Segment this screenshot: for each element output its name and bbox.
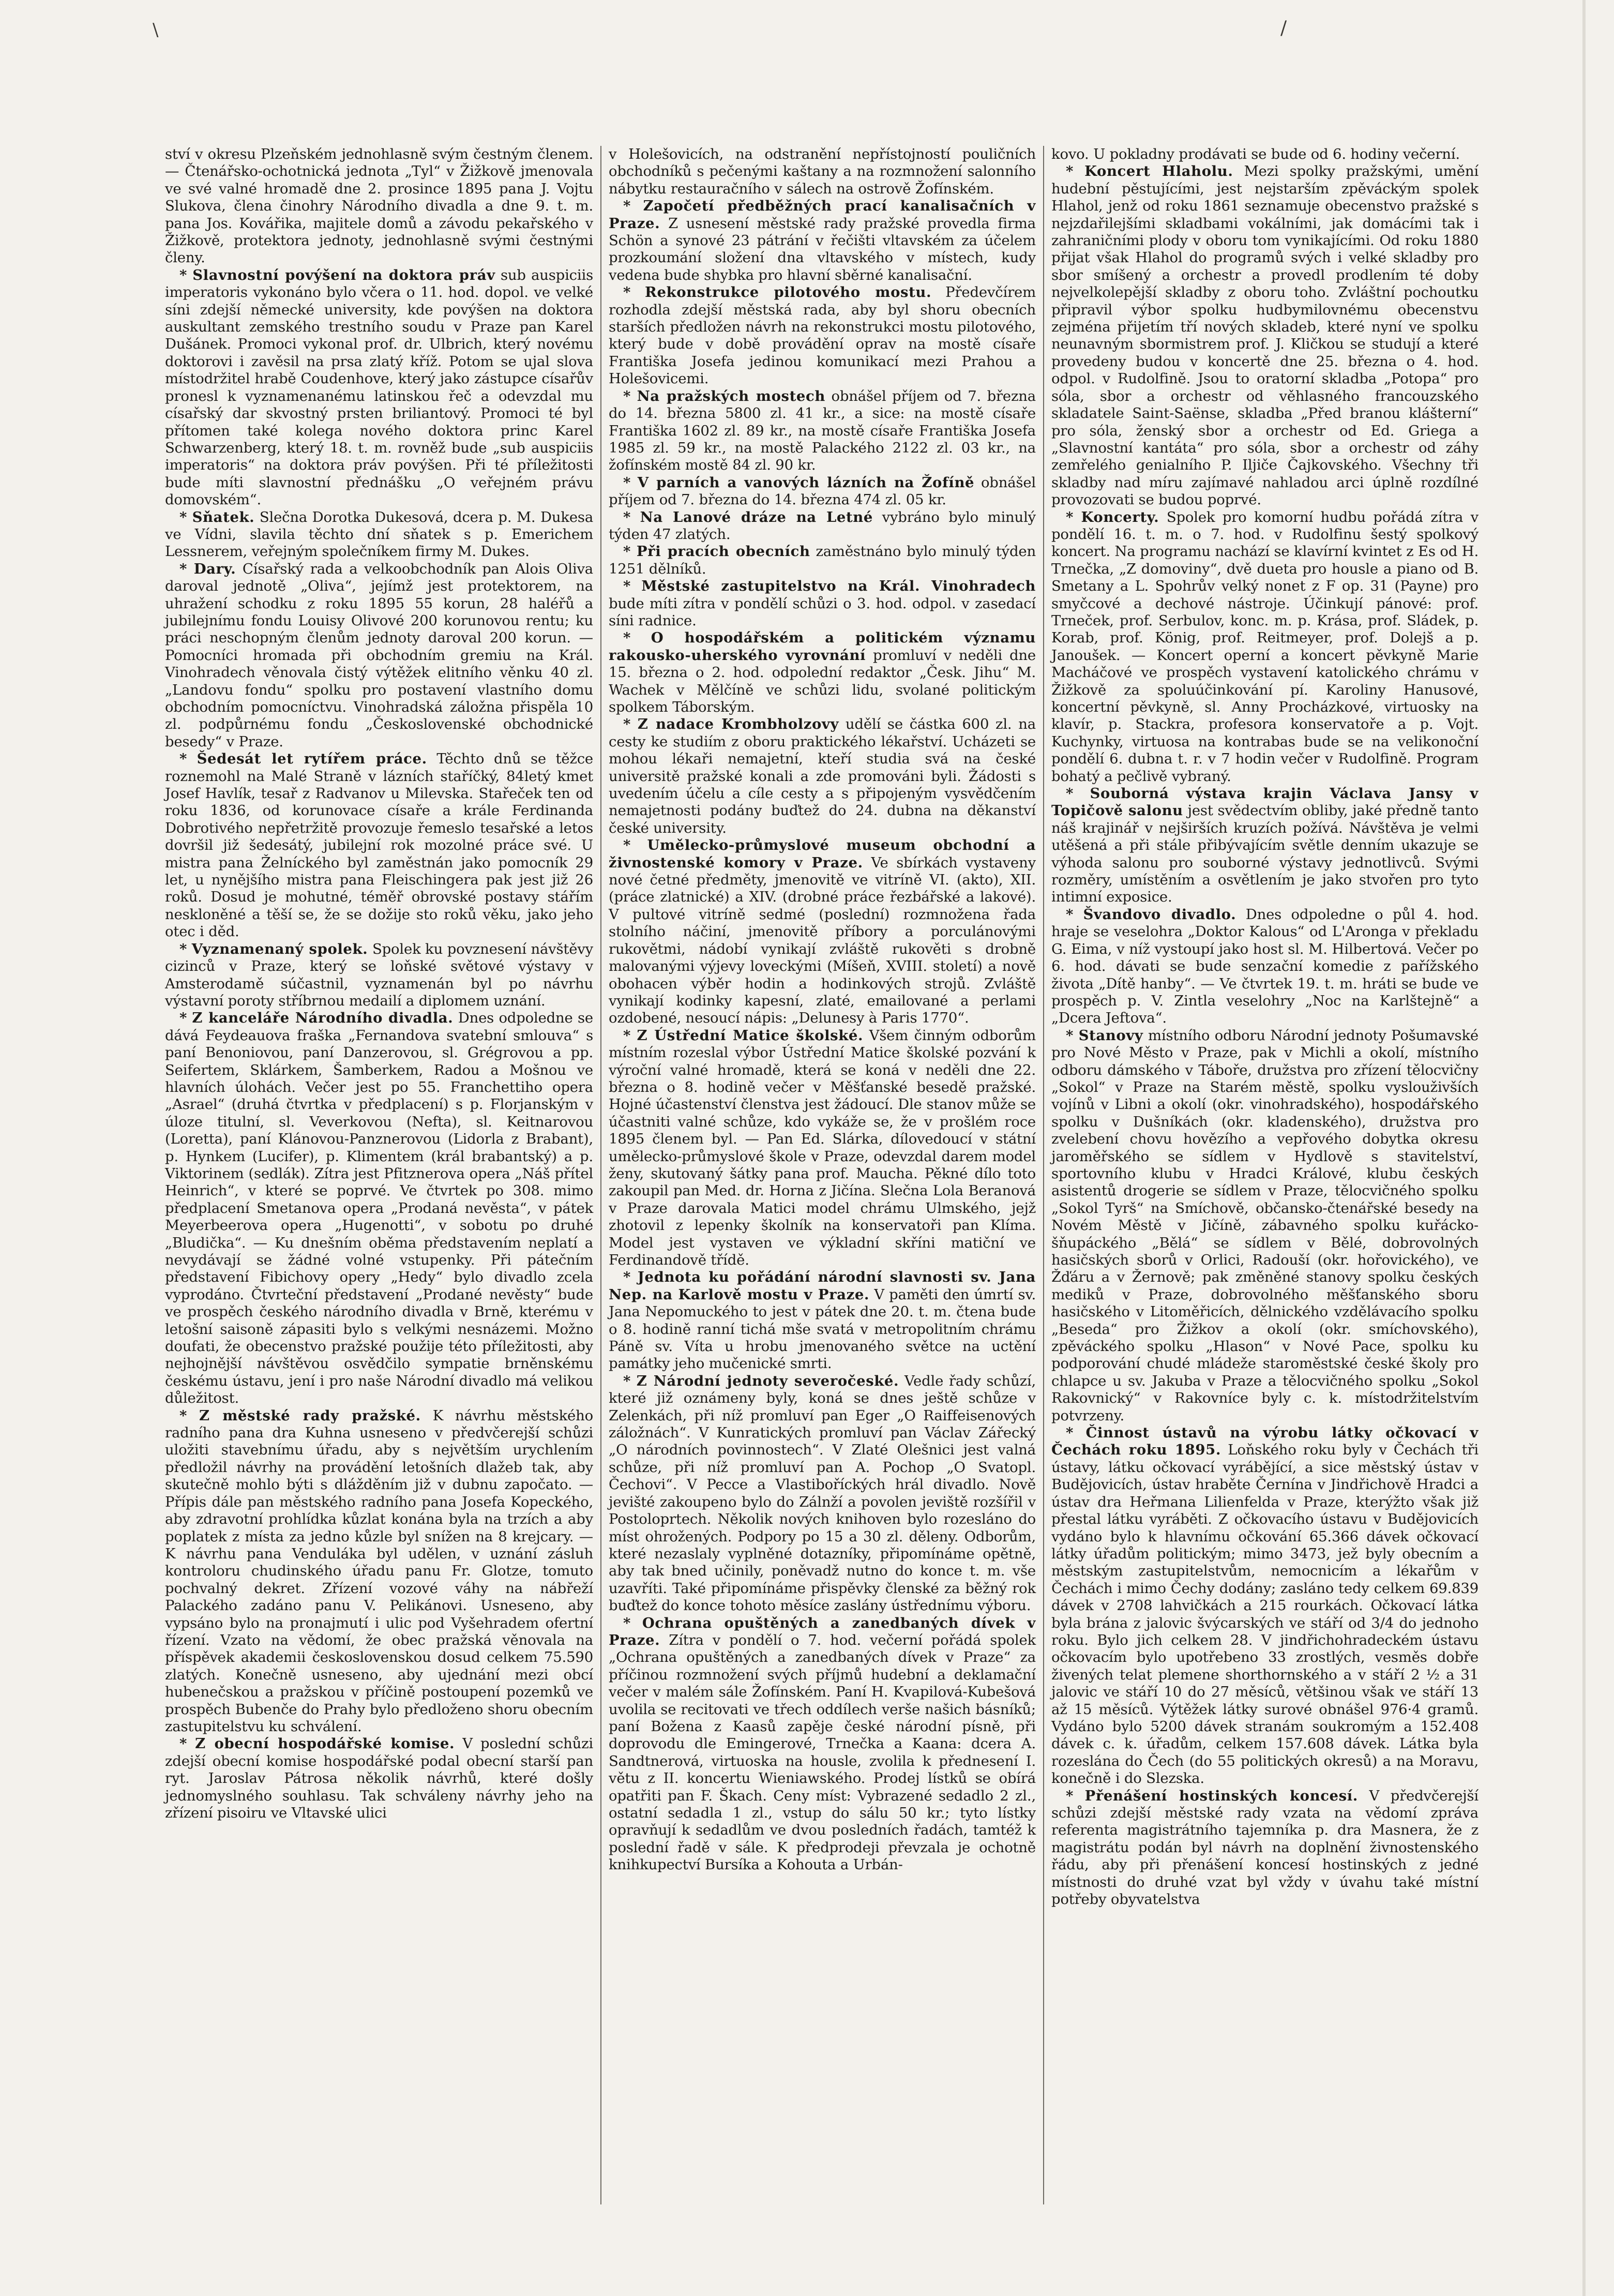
news-item: * Z městské rady pražské. K návrhu městského radního pana dra Kuhna usneseno v předvčerejší schůzi uložiti stavebnímu úřadu, aby s největším urychlením předložil návrhy na provádění letošních dlažeb tak, aby skutečně mohlo býti s dlážděním již v dubnu započato. — Přípis dále pan městského radního pana Josefa Kopeckého, aby zdravotní prohlídka kůzlat konána byla na trzích a aby poplatek z místa za jedno kůzle byl snížen na 8 krejcary. — K návrhu pana Venduláka byl udělen, v uznání zásluh kontroloru chudinského úřadu panu Fr. Glotze, tomuto pochvalný dekret. Zřízení vozové váhy na nábřeží Palackého zadáno panu V. Pelikánovi. Usneseno, aby vypsáno bylo na pronajmutí i ulic pod Vyšehradem ofertní řízení. Vzato na vědomí, že obec pražská věnovala na příspěvek akademii československou dosud celkem 75.590 zlatých. Konečně usneseno, aby ujednání mezi obcí hubenečskou a pražskou v příčině postoupení pozemků ve prospěch Bubenče do Prahy bylo předloženo shoru obecním zastupitelstvu ku schválení. [165,1407,593,1735]
page-corner-mark: / [1280,18,1287,39]
news-text: V paměti den úmrtí sv. Jana Nepomuckého to jest v pátek dne 20. t. m. čtena bude o 8. hodině ranní tichá mše svatá v metropolitním chrámu Páně sv. Víta u hrobu jmenovaného světce na uctění památky jeho mučenické smrti. [609,1286,1036,1372]
news-headline: Šedesát let rytířem práce. [197,751,427,768]
news-item: * Z kanceláře Národního divadla. Dnes odpoledne se dává Feydeauova fraška „Fernandova svatební smlouva“ s paní Benoniovou, paní Danzerovou, sl. Grégrovou a pp. Seifertem, Sklárkem, Šamberkem, Radou a Mošnou ve hlavních úlohách. Večer jest po 55. Franchettiho opera „Asrael“ (druhá čtvrtka v předplacení) s p. Florjanským v úloze titulní, sl. Veverkovou (Nefta), sl. Keitnarovou (Loretta), paní Klánovou-Panznerovou (Lidorla z Brabant), p. Hynkem (Lucifer), p. Klimentem (král brabantský) a p. Viktorinem (sedlák). Zítra jest Pfitznerova opera „Náš přítel Heinrich“, v které se poprvé. Ve čtvrtek po 308. mimo předplacení Smetanova opera „Prodaná nevěsta“, v pátek Meyerbeerova opera „Hugenotti“, v sobotu po druhé „Bludička“. — Ku dnešním oběma představením neplatí a nevydávají se žádné volné vstupenky. Při pátečním představení Fibichovy opery „Hedy“ bylo divadlo zcela vyprodáno. Čtvrteční představení „Prodané nevěsty“ bude ve prospěch českého národního divadla v Brně, kterému v letošní saisoně zápasiti bylo s velkými nesnázemi. Možno doufati, že obecenstvo pražské použije této příležitosti, aby nejhojnější návštěvou osvědčilo sympatie brněnskému českému ústavu, jení i pro naše Národní divadlo má velikou důležitost. [165,1010,593,1407]
news-item: * Švandovo divadlo. Dnes odpoledne o půl 4. hod. hraje se veselohra „Doktor Kalous“ od L'Aronga v překladu G. Eima, v níž vystoupí jako host sl. M. Hilbertová. Večer po 6. hod. dávati se bude senzační komedie z pařížského života „Dítě hanby“. — Ve čtvrtek 19. t. m. hráti se bude ve prospěch p. V. Zintla veselohry „Noc na Karlštejně“ a „Dcera Jeftova“. [1051,906,1479,1027]
news-item: * Koncerty. Spolek pro komorní hudbu pořádá zítra v pondělí 16. t. m. o 7. hod. v Rudolfinu šestý spolkový koncert. Na programu nachází se klavírní kvintet z Es od H. Trnečka, „Z domoviny“, dvě dueta pro housle a piano od B. Smetany a L. Spohrův velký nonet z F op. 31 (Payne) pro smyčcové a dechové nástroje. Účinkují pánové: prof. Trneček, prof. Serbulov, konc. m. p. Krása, prof. Sládek, p. Korab, prof. König, prof. Reitmeyer, prof. Dolejš a p. Janoušek. — Koncert operní a koncert pěvkyně Marie Macháčové ve prospěch vystavení katolického chrámu v Žižkově za spoluúčinkování pí. Karoliny Hanusové, koncertní pěvkyně, sl. Anny Procházkové, virtuosky na klavír, p. Stackra, profesora konservatoře a p. Vojt. Kuchynky, virtuosa na kontrabas bude se na velikonoční pondělí 6. dubna t. r. v 7 hodin večer v Rudolfině. Program bohatý a pečlivě vybraný. [1051,508,1479,785]
news-headline: Umělecko-průmyslové museum obchodní a živnostenské komory v Praze. [609,837,1036,871]
news-headline: Koncert Hlaholu. [1084,163,1233,180]
news-headline: Započetí předběžných prací kanalisačních v Praze. [609,198,1036,232]
column-1 [158,146,600,2204]
page-binding-edge [1582,0,1586,2296]
news-text: ství v okresu Plzeňském jednohlasně svým čestným členem. — Čtenářsko-ochotnická jednota „Tyl“ v Žižkově jmenovala ve své valné hromadě dne 2. prosince 1895 pana J. Vojtu Slukova, člena činohry Národního divadla a dne 9. t. m. pana Jos. Kovářika, majitele domů a závodu pekařského v Žižkově, protektora jednoty, jednohlasně svými čestnými členy. [165,146,593,266]
news-headline: Činnost ústavů na výrobu látky očkovací v Čechách roku 1895. [1051,1424,1479,1459]
news-headline: Z městské rady pražské. [199,1407,421,1424]
news-text: Vedle řady schůzí, které již oznámeny byly, koná se dnes ještě schůze v Zelenkách, při níž promluví pan Eger „O Raiffeisenových záložnách“. V Kunratických promluví pan Václav Zářecký „O národních povinnostech“. V Zlaté Olešnici jest valná schůze, při níž promluví pan A. Pochop „O Svatopl. Čechovi“. V Pecce a Vlastiboříckých hrál divadlo. Nově jevišté zakoupeno bylo do Zálnží a povolen jeviště rozšířil v Postoloprtech. Několik nových knihoven bylo rozesláno do míst ohrožených. Podpory po 15 a 30 zl. děleny. Odborům, které nezaslaly vyplněné dotazníky, připomínáme opětně, aby tak bned učinily, poněvadž nutno do konce t. m. vše uzavříti. Také připomínáme přispěvky členské za běžný rok buďtež do konce tohoto měsíce zaslány ústřednímu výboru. [609,1372,1036,1614]
news-headline: Vyznamenaný spolek. [191,940,368,957]
news-item: * Slavnostní povýšení na doktora práv sub auspiciis imperatoris vykonáno bylo včera o 11. hod. dopol. ve velké síni zdejší německé university, kde povýšen na doktora auskultant zemského trestního soudu v Praze pan Karel Dušánek. Promoci vykonal prof. dr. Ulbrich, který novému doktorovi i zavěsil na prsa zlatý kříž. Potom se ujal slova místodržitel hrabě Coudenhove, který jako zástupce císařův pronesl k vyznamenanému latinskou řeč a odevzdal mu císařský dar skvostný prsten briliantový. Promoci té byl přítomen také kolega nového doktora princ Karel Schwarzenberg, který 18. t. m. rovněž bude „sub auspiciis imperatoris“ na doktora práv povýšen. Při té příležitosti bude míti slavnostní přednášku „O veřejném právu domovském“. [165,266,593,508]
news-headline: Z nadace Krombholzovy [637,716,839,733]
news-text: Dnes odpoledne o půl 4. hod. hraje se veselohra „Doktor Kalous“ od L'Aronga v překladu G. Eima, v níž vystoupí jako host sl. M. Hilbertová. Večer po 6. hod. dávati se bude senzační komedie z pařížského života „Dítě hanby“. — Ve čtvrtek 19. t. m. hráti se bude ve prospěch p. V. Zintla veselohry „Noc na Karlštejně“ a „Dcera Jeftova“. [1051,906,1479,1027]
news-text: Z usnesení městské rady pražské provedla firma Schön a synové 23 pátrání v řečišti vltavském za účelem prozkoumání složení dna vltavského v místech, kudy vedena bude shybka pro hlavní sběrné kanalisační. [609,215,1036,283]
news-text: kovo. U pokladny prodávati se bude od 6. hodiny večerní. [1051,146,1460,162]
news-headline: Švandovo divadlo. [1083,906,1236,923]
news-item: * Sňatek. Slečna Dorotka Dukesová, dcera p. M. Dukesa ve Vídni, slavila těchto dní sňatek s p. Emerichem Lessnerem, veřejným společníkem firmy M. Dukes. [165,508,594,560]
news-text: Mezi spolky pražskými, umění hudební pěstujícími, jest nejstarším zpěváckým spolek Hlahol, jenž od roku 1861 seznamuje obecenstvo pražské s nejzdařilejšími skladbami vokálními, jak domácími tak i zahraničními plody v oboru tom vynikajícími. Od roku 1880 přijat však Hlahol do programů svých i velké skladby pro sbor smíšený a orchestr a provedl prodlením té doby nejvelkolepější skladby z oboru toho. Zvláštní pochoutku připravil výbor spolku hudbymilovnému obecenstvu zejména přijetím tří nových skladeb, které nyní ve spolku neunavným sbormistrem prof. J. Kličkou se studují a které provedeny budou v koncertě dne 25. března o 4. hod. odpol. v Rudolfině. Jsou to oratorní skladba „Potopa“ pro sóla, sbor a orchestr od věhlasného francouzského skladatele Saint-Saënse, skladba „Před branou klášterní“ pro sóla, ženský sbor a orchestr od Ed. Griega a „Slavnostní kantáta“ pro sóla, sbor a orchestr od záhy zemřelého genialního P. Iljiče Čajkovského. Všechny tři skladby nad míru zajímavé nahladou arci úplně rozdílné provozovati se budou poprvé. [1051,163,1479,508]
news-text: obnášel příjem od 7. března do 14. března 5800 zl. 41 kr., a sice: na mostě císaře Františka 1602 zl. 89 kr., na mostě císaře Františka Josefa 1985 zl. 59 kr., na mostě Palackého 2122 zl. 03 kr., na žofínském mostě 84 zl. 90 kr. [609,387,1036,474]
news-text: vybráno bylo minulý týden 47 zlatých. [609,508,1036,543]
news-item: * Započetí předběžných prací kanalisačních v Praze. Z usnesení městské rady pražské provedla firma Schön a synové 23 pátrání v řečišti vltavském za účelem prozkoumání složení dna vltavského v místech, kudy vedena bude shybka pro hlavní sběrné kanalisační. [609,198,1036,283]
news-item: * Přenášení hostinských koncesí. V předvčerejší schůzi zdejší městské rady vzata na vědomí zpráva referenta magistrátního tajemníka p. dra Masnera, že z magistrátu podán byl návrh na doplnění živnostenského řádu, aby při přenášení koncesí hostinských z jedné místnosti do druhé vzat byl vždy v úvahu také místní potřeby obyvatelstva [1051,1787,1479,1908]
news-item [1051,146,1479,163]
news-text: K návrhu městského radního pana dra Kuhna usneseno v předvčerejší schůzi uložiti stavebnímu úřadu, aby s největším urychlením předložil návrhy na provádění letošních dlažeb tak, aby skutečně mohlo býti s dlážděním již v dubnu započato. — Přípis dále pan městského radního pana Josefa Kopeckého, aby zdravotní prohlídka kůzlat konána byla na trzích a aby poplatek z místa za jedno kůzle byl snížen na 8 krejcary. — K návrhu pana Venduláka byl udělen, v uznání zásluh kontroloru chudinského úřadu panu Fr. Glotze, tomuto pochvalný dekret. Zřízení vozové váhy na nábřeží Palackého zadáno panu V. Pelikánovi. Usneseno, aby vypsáno bylo na pronajmutí i ulic pod Vyšehradem ofertní řízení. Vzato na vědomí, že obec pražská věnovala na příspěvek akademii československou dosud celkem 75.590 zlatých. Konečně usneseno, aby ujednání mezi obcí hubenečskou a pražskou v příčině postoupení pozemků ve prospěch Bubenče do Prahy bylo předloženo shoru obecním zastupitelstvu ku schválení. [165,1407,593,1735]
news-headline: Dary. [193,560,236,577]
news-item: * Vyznamenaný spolek. Spolek ku povznesení návštěvy cizinců v Praze, který se loňské světové výstavy v Amsterodamě súčastnil, vyznamenán byl po návrhu výstavní poroty stříbrnou medailí a diplomem uznání. [165,940,594,1009]
news-text: V předvčerejší schůzi zdejší městské rady vzata na vědomí zpráva referenta magistrátního tajemníka p. dra Masnera, že z magistrátu podán byl návrh na doplnění živnostenského řádu, aby při přenášení koncesí hostinských z jedné místnosti do druhé vzat byl vždy v úvahu také místní potřeby obyvatelstva [1051,1787,1479,1908]
news-item: * Ochrana opuštěných a zanedbaných dívek v Praze. Zítra v pondělí o 7. hod. večerní pořádá spolek „Ochrana opuštěných a zanedbaných dívek v Praze“ za příčinou rozmnožení svých příjmů hudební a deklamační večer v malém sále Žofínském. Paní H. Kvapilová-Kubešová uvolila se recitovati ve třech oddílech verše našich básníků; paní Božena z Kaasů zapěje české národní písně, při doprovodu dle Emingerové, Trnečka a Kaana: dcera A. Sandtnerová, virtuoska na housle, zvolila k přednesení I. větu z II. koncertu Wieniawského. Prodej lístků se obírá opatřiti pan F. Škach. Ceny míst: Vybrazené sedadlo 2 zl., ostatní sedadla 1 zl., vstup do sálu 50 kr.; tyto lístky opravňují k sedadlům ve dvou posledních řadách, tamtéž k poslední řadě v sále. K předprodeji převzala je ochotně knihkupectví Bursíka a Kohouta a Urbán- [609,1614,1036,1873]
news-headline: Rekonstrukce pilotového mostu. [644,284,932,301]
news-text: bude míti zítra v pondělí schůzi o 3. hod. odpol. v zasedací síni radnice. [609,595,1036,629]
news-text: Zítra v pondělí o 7. hod. večerní pořádá spolek „Ochrana opuštěných a zanedbaných dívek v Praze“ za příčinou rozmnožení svých příjmů hudební a deklamační večer v malém sále Žofínském. Paní H. Kvapilová-Kubešová uvolila se recitovati ve třech oddílech verše našich básníků; paní Božena z Kaasů zapěje české národní písně, při doprovodu dle Emingerové, Trnečka a Kaana: dcera A. Sandtnerová, virtuoska na housle, zvolila k přednesení I. větu z II. koncertu Wieniawského. Prodej lístků se obírá opatřiti pan F. Škach. Ceny míst: Vybrazené sedadlo 2 zl., ostatní sedadla 1 zl., vstup do sálu 50 kr.; tyto lístky opravňují k sedadlům ve dvou posledních řadách, tamtéž k poslední řadě v sále. K předprodeji převzala je ochotně knihkupectví Bursíka a Kohouta a Urbán- [609,1631,1036,1873]
news-item: * Činnost ústavů na výrobu látky očkovací v Čechách roku 1895. Loňského roku byly v Čechách tři ústavy, látku očkovací vyrábějící, a sice městský ústav v Budějovicích, ústav hraběte Černína v Jindřichově Hradci a ústav dra Heřmana Lilienfelda v Praze, kterýžto však již přestal látku vyráběti. Z očkovacího ústavu v Budějovicích vydáno bylo k hlavnímu očkování 65.366 dávek očkovací látky úřadům politickým; mimo 3473, jež byly obecním a městským zastupitelstvům, nemocnicím a lékařům v Čechách i mimo Čechy dodány; zasláno tedy celkem 69.839 dávek v 2708 lahvičkách a 215 rourkách. Očkovací látka byla brána z jalovic švýcarských ve stáří od 3/4 do jednoho roku. Bylo jich celkem 28. V jindřichohradeckém ústavu očkovacím bylo upotřebeno 33 zrostlých, vesměs dobře živených telat plemene shorthornského a v stáří 2 ½ a 31 jalovic ve stáří 10 do 27 měsíců, většinou však ve stáří 13 až 15 měsíců. Výtěžek látky surové obnášel 976·4 gramů. Vydáno bylo 5200 dávek stranám soukromým a 152.408 dávek c. k. úřadům, celkem 157.608 dávek. Látka byla rozeslána do Čech (do 55 politických okresů) a na Moravu, konečně i do Slezska. [1051,1424,1479,1787]
news-text: Předevčírem rozhodla zdejší městská rada, aby byl shoru obecních starších předložen návrh na rekonstrukci mostu pilotového, který bude v době provádění oprav na mostě císaře Františka Josefa jedinou komunikací mezi Prahou a Holešovicemi. [609,284,1036,387]
news-headline: O hospodářském a politickém významu rakousko-uherského vyrovnání [609,629,1036,664]
news-item: * Z nadace Krombholzovy udělí se částka 600 zl. na cesty ke studiím z oboru praktického lékařství. Ucházeti se mohou lékaři nemajetní, kteří studia svá na české universitě pražské konali a zde promováni byli. Žádosti s uvedením účelu a cíle cesty a s připojeným vysvědčením nemajetnosti podány buďtež do 24. dubna na děkanství české university. [609,716,1036,836]
news-text: V poslední schůzi zdejší obecní komise hospodářské podal obecní starší pan ryt. Jaroslav Pátrosa několik návrhů, které došly jednomyslného souhlasu. Tak schváleny návrhy jeho na zřízení pisoiru ve Vltavské ulici [165,1735,593,1821]
news-text: jest svědectvím obliby, jaké předně tanto náš krajinář v nejširších kruzích požívá. Návštěva je velmi utěšená a při stále přibývajícím světle denním ukazuje se výhoda salonu pro souborné výstavy jednotlivců. Svými rozměry, umístěním a osvětlením je jako stvořen pro tyto intimní exposice. [1051,802,1479,906]
news-headline: Z kanceláře Národního divadla. [192,1010,454,1027]
news-text: v Holešovicích, na odstranění nepřístojností pouličních obchodníků s pečenými kaštany a na rozmnožení salonního nábytku restauračního v sálech na ostrově Žofínském. [609,146,1036,197]
news-text: Ve sbírkách vystaveny nové četné předměty, jmenovitě ve vitríně VI. (akto), XII. (práce zlatnické) a XIV. (drobné práce řezbářské a lakové). V pultové vitríně sedmé (poslední) rozmnožena řada stolního náčiní, jmenovitě příbory a porculánovými rukovětmi, nádobí vynikají zvláště rukověti s drobně malovanými výjevy loveckými (Míšeň, XVIII. století) a nově obohacen výběr hodin a hodinkových strojů. Zvláště vynikají kodinky kapesní, zlaté, emailované a perlami ozdobené, nesoucí nápis: „Delunesy à Paris 1770“. [609,854,1036,1027]
news-text: Spolek ku povznesení návštěvy cizinců v Praze, který se loňské světové výstavy v Amsterodamě súčastnil, vyznamenán byl po návrhu výstavní poroty stříbrnou medailí a diplomem uznání. [165,940,594,1009]
news-text: Všem činným odborům místním rozeslal výbor Ústřední Matice školské pozvání k výroční valné hromadě, která se koná v neděli dne 22. března o 8. hodině večer v Měšťanské besedě pražské. Hojné účastenství členstva jest žádoucí. Dle stanov může se účastniti valné schůze, kdo vykáže se, že v prošlém roce 1895 členem byl. — Pan Ed. Slárka, dílovedoucí v státní umělecko-průmyslové škole v Praze, odevzdal darem model ženy, skutovaný šátky pana prof. Maucha. Pěkné dílo toto zakoupil pan Med. dr. Horna z Jičína. Slečna Lola Beranová v Praze darovala Matici model chrámu Ulmského, jejž zhotovil z lepenky školník na konservatoři pan Klíma. Model jest vystaven ve výkladní skříni matiční ve Ferdinandově třídě. [609,1027,1036,1268]
news-text: zaměstnáno bylo minulý týden 1251 dělníků. [609,543,1036,577]
news-item [609,146,1036,198]
news-headline: V parních a vanových lázních na Žofíně [637,474,975,491]
news-headline: Na Lanové dráze na Letné [640,508,873,526]
news-text: Císařský rada a velkoobchodník pan Alois Oliva daroval jednotě „Oliva“, jejímž jest protektorem, na uhražení schodku z roku 1895 55 korun, 28 haléřů a jubilejnímu fondu Louisy Olivové 200 korunovou rentu; ku práci neschopným členům jednoty daroval 200 korun. — Pomocníci hromada při obchodním gremiu na Král. Vinohradech věnovala čistý výtěžek elitního věnku 40 zl. „Landovu fondu“ spolku pro postavení vlastního domu obchodním pomocníctvu. Vinohradská záložna přispěla 10 zl. podpůrnému fondu „Československé obchodnické besedy“ v Praze. [165,560,593,750]
news-headline: Ochrana opuštěných a zanedbaných dívek v Praze. [609,1614,1036,1648]
news-text: Dnes odpoledne se dává Feydeauova fraška „Fernandova svatební smlouva“ s paní Benoniovou, paní Danzerovou, sl. Grégrovou a pp. Seifertem, Sklárkem, Šamberkem, Radou a Mošnou ve hlavních úlohách. Večer jest po 55. Franchettiho opera „Asrael“ (druhá čtvrtka v předplacení) s p. Florjanským v úloze titulní, sl. Veverkovou (Nefta), sl. Keitnarovou (Loretta), paní Klánovou-Panznerovou (Lidorla z Brabant), p. Hynkem (Lucifer), p. Klimentem (král brabantský) a p. Viktorinem (sedlák). Zítra jest Pfitznerova opera „Náš přítel Heinrich“, v které se poprvé. Ve čtvrtek po 308. mimo předplacení Smetanova opera „Prodaná nevěsta“, v pátek Meyerbeerova opera „Hugenotti“, v sobotu po druhé „Bludička“. — Ku dnešním oběma představením neplatí a nevydávají se žádné volné vstupenky. Při pátečním představení Fibichovy opery „Hedy“ bylo divadlo zcela vyprodáno. Čtvrteční představení „Prodané nevěsty“ bude ve prospěch českého národního divadla v Brně, kterému v letošní saisoně zápasiti bylo s velkými nesnázemi. Možno doufati, že obecenstvo pražské použije této příležitosti, aby nejhojnější návštěvou osvědčilo sympatie brněnskému českému ústavu, jení i pro naše Národní divadlo má velikou důležitost. [165,1010,593,1407]
news-headline: Koncerty. [1081,508,1159,526]
news-text: Slečna Dorotka Dukesová, dcera p. M. Dukesa ve Vídni, slavila těchto dní sňatek s p. Emerichem Lessnerem, veřejným společníkem firmy M. Dukes. [165,508,594,560]
news-headline: Z Ústřední Matice školské. [637,1027,864,1044]
column-3 [1043,146,1486,2204]
news-item: * Dary. Císařský rada a velkoobchodník pan Alois Oliva daroval jednotě „Oliva“, jejímž jest protektorem, na uhražení schodku z roku 1895 55 korun, 28 haléřů a jubilejnímu fondu Louisy Olivové 200 korunovou rentu; ku práci neschopným členům jednoty daroval 200 korun. — Pomocníci hromada při obchodním gremiu na Král. Vinohradech věnovala čistý výtěžek elitního věnku 40 zl. „Landovu fondu“ spolku pro postavení vlastního domu obchodním pomocníctvu. Vinohradská záložna přispěla 10 zl. podpůrnému fondu „Československé obchodnické besedy“ v Praze. [165,560,593,750]
news-headline: Městské zastupitelstvo na Král. Vinohradech [641,578,1036,595]
news-item: * Umělecko-průmyslové museum obchodní a živnostenské komory v Praze. Ve sbírkách vystaveny nové četné předměty, jmenovitě ve vitríně VI. (akto), XII. (práce zlatnické) a XIV. (drobné práce řezbářské a lakové). V pultové vitríně sedmé (poslední) rozmnožena řada stolního náčiní, jmenovitě příbory a porculánovými rukovětmi, nádobí vynikají zvláště rukověti s drobně malovanými výjevy loveckými (Míšeň, XVIII. století) a nově obohacen výběr hodin a hodinkových strojů. Zvláště vynikají kodinky kapesní, zlaté, emailované a perlami ozdobené, nesoucí nápis: „Delunesy à Paris 1770“. [609,837,1036,1027]
news-item: * O hospodářském a politickém významu rakousko-uherského vyrovnání promluví v neděli dne 15. března o 2. hod. odpolední redaktor „Česk. Jihu“ M. Wachek v Mělčíně ve schůzi lidu, svolané politickým spolkem Táborským. [609,629,1036,715]
news-text: Spolek pro komorní hudbu pořádá zítra v pondělí 16. t. m. o 7. hod. v Rudolfinu šestý spolkový koncert. Na programu nachází se klavírní kvintet z Es od H. Trnečka, „Z domoviny“, dvě dueta pro housle a piano od B. Smetany a L. Spohrův velký nonet z F op. 31 (Payne) pro smyčcové a dechové nástroje. Účinkují pánové: prof. Trneček, prof. Serbulov, konc. m. p. Krása, prof. Sládek, p. Korab, prof. König, prof. Reitmeyer, prof. Dolejš a p. Janoušek. — Koncert operní a koncert pěvkyně Marie Macháčové ve prospěch vystavení katolického chrámu v Žižkově za spoluúčinkování pí. Karoliny Hanusové, koncertní pěvkyně, sl. Anny Procházkové, virtuosky na klavír, p. Stackra, profesora konservatoře a p. Vojt. Kuchynky, virtuosa na kontrabas bude se na velikonoční pondělí 6. dubna t. r. v 7 hodin večer v Rudolfině. Program bohatý a pečlivě vybraný. [1051,508,1479,785]
news-text: promluví v neděli dne 15. března o 2. hod. odpolední redaktor „Česk. Jihu“ M. Wachek v Mělčíně ve schůzi lidu, svolané politickým spolkem Táborským. [609,647,1036,715]
news-headline: Stanovy [1078,1027,1143,1044]
news-text: obnášel příjem od 7. března do 14. března 474 zl. 05 kr. [609,474,1036,508]
news-headline: Sňatek. [192,508,255,526]
news-headline: Souborná výstava krajin Václava Jansy v Topičově salonu [1051,785,1479,819]
news-item: * Při pracích obecních zaměstnáno bylo minulý týden 1251 dělníků. [609,543,1036,577]
news-item: * Šedesát let rytířem práce. Těchto dnů se těžce roznemohl na Malé Straně v lázních staříčký, 84letý kmet Josef Havlík, tesař z Radvanov u Milevska. Stařeček ten od roku 1836, od korunovace císaře a krále Ferdinanda Dobrotivého nepřetržitě provozuje řemeslo tesařské a letos dovršil již šedesátý, jubilejní rok mozolné práce své. U mistra pana Želníckého byl zaměstnán jako pomocník 29 let, u nynějšího mistra pana Fleischingera pak jest již 26 roků. Dosud je mohutné, téměř obrovské postavy stářím neskloněné a těší se, že se dožije sto roků věku, jako jeho otec i děd. [165,751,593,940]
news-headline: Slavnostní povýšení na doktora práv [192,266,495,283]
news-headline: Přenášení hostinských koncesí. [1084,1787,1358,1804]
news-text: místního odboru Národní jednoty Pošumavské pro Nové Město v Praze, pak v Michli a okolí, místního odboru dámského v Táboře, družstva pro zřízení tělocvičny „Sokol“ v Praze na Starém městě, spolku vyslouživších vojínů v Libni a okolí (okr. vinohradského), hospodářského spolku v Dušníkách (okr. kladenského), družstva pro zvelebení chovu hovězího a vepřového dobytka okresu jaroměřského se sídlem v Hydlově s stavitelství, sportovního klubu v Hradci Králové, klubu českých asistentů drogerie se sídlem v Praze, tělocvičného spolku „Sokol Tyrš“ na Smíchově, občansko-čtenářské besedy na Novém Městě v Jičíně, zábavného spolku kuřácko-šňupáckého „Bělá“ se sídlem v Bělé, dobrovolných hasičských sborů v Orlici, Radouší (okr. hořovického), ve Žďáru a v Žernově; pak změněné stanovy spolku českých mediků v Praze, dobrovolného měšťanského sboru hasičského v Litoměřicích, dělnického vzdělávacího spolku „Beseda“ pro Žižkov a okolí (okr. smíchovského), zpěváckého spolku „Hlason“ v Nové Pace, spolku ku podporování chudé mládeže staroměstské české školy pro chlapce u sv. Jakuba v Praze a tělocvičného spolku „Sokol Rakovnický“ v Rakovníce byly c. k. místodržitelstvím potvrzeny. [1051,1027,1479,1424]
news-item: * Souborná výstava krajin Václava Jansy v Topičově salonu jest svědectvím obliby, jaké předně tanto náš krajinář v nejširších kruzích požívá. Návštěva je velmi utěšená a při stále přibývajícím světle denním ukazuje se výhoda salonu pro souborné výstavy jednotlivců. Svými rozměry, umístěním a osvětlením je jako stvořen pro tyto intimní exposice. [1051,785,1479,906]
news-item: * Rekonstrukce pilotového mostu. Předevčírem rozhodla zdejší městská rada, aby byl shoru obecních starších předložen návrh na rekonstrukci mostu pilotového, který bude v době provádění oprav na mostě císaře Františka Josefa jedinou komunikací mezi Prahou a Holešovicemi. [609,284,1036,387]
news-item: * Koncert Hlaholu. Mezi spolky pražskými, umění hudební pěstujícími, jest nejstarším zpěváckým spolek Hlahol, jenž od roku 1861 seznamuje obecenstvo pražské s nejzdařilejšími skladbami vokálními, jak domácími tak i zahraničními plody v oboru tom vynikajícími. Od roku 1880 přijat však Hlahol do programů svých i velké skladby pro sbor smíšený a orchestr a provedl prodlením té doby nejvelkolepější skladby z oboru toho. Zvláštní pochoutku připravil výbor spolku hudbymilovnému obecenstvu zejména přijetím tří nových skladeb, které nyní ve spolku neunavným sbormistrem prof. J. Kličkou se studují a které provedeny budou v koncertě dne 25. března o 4. hod. odpol. v Rudolfině. Jsou to oratorní skladba „Potopa“ pro sóla, sbor a orchestr od věhlasného francouzského skladatele Saint-Saënse, skladba „Před branou klášterní“ pro sóla, ženský sbor a orchestr od Ed. Griega a „Slavnostní kantáta“ pro sóla, sbor a orchestr od záhy zemřelého genialního P. Iljiče Čajkovského. Všechny tři skladby nad míru zajímavé nahladou arci úplně rozdílné provozovati se budou poprvé. [1051,163,1479,508]
news-item: * Na Lanové dráze na Letné vybráno bylo minulý týden 47 zlatých. [609,508,1036,543]
news-headline: Při pracích obecních [636,543,810,560]
news-headline: Na pražských mostech [637,387,825,404]
news-headline: Jednota ku pořádání národní slavnosti sv. Jana Nep. na Karlově mostu v Praze. [609,1269,1036,1303]
column-2 [600,146,1043,2204]
page-corner-mark: \ [153,20,159,40]
news-headline: Z Národní jednoty severočeské. [636,1372,899,1389]
news-headline: Z obecní hospodářské komise. [195,1735,455,1752]
article-columns [158,146,1487,2204]
news-text: Těchto dnů se těžce roznemohl na Malé Straně v lázních staříčký, 84letý kmet Josef Havlík, tesař z Radvanov u Milevska. Stařeček ten od roku 1836, od korunovace císaře a krále Ferdinanda Dobrotivého nepřetržitě provozuje řemeslo tesařské a letos dovršil již šedesátý, jubilejní rok mozolné práce své. U mistra pana Želníckého byl zaměstnán jako pomocník 29 let, u nynějšího mistra pana Fleischingera pak jest již 26 roků. Dosud je mohutné, téměř obrovské postavy stářím neskloněné a těší se, že se dožije sto roků věku, jako jeho otec i děd. [165,751,593,940]
news-item: * Z obecní hospodářské komise. V poslední schůzi zdejší obecní komise hospodářské podal obecní starší pan ryt. Jaroslav Pátrosa několik návrhů, které došly jednomyslného souhlasu. Tak schváleny návrhy jeho na zřízení pisoiru ve Vltavské ulici [165,1735,593,1821]
news-text: sub auspiciis imperatoris vykonáno bylo včera o 11. hod. dopol. ve velké síni zdejší německé university, kde povýšen na doktora auskultant zemského trestního soudu v Praze pan Karel Dušánek. Promoci vykonal prof. dr. Ulbrich, který novému doktorovi i zavěsil na prsa zlatý kříž. Potom se ujal slova místodržitel hrabě Coudenhove, který jako zástupce císařův pronesl k vyznamenanému latinskou řeč a odevzdal mu císařský dar skvostný prsten briliantový. Promoci té byl přítomen také kolega nového doktora princ Karel Schwarzenberg, který 18. t. m. rovněž bude „sub auspiciis imperatoris“ na doktora práv povýšen. Při té příležitosti bude míti slavnostní přednášku „O veřejném právu domovském“. [165,266,593,508]
news-text: Loňského roku byly v Čechách tři ústavy, látku očkovací vyrábějící, a sice městský ústav v Budějovicích, ústav hraběte Černína v Jindřichově Hradci a ústav dra Heřmana Lilienfelda v Praze, kterýžto však již přestal látku vyráběti. Z očkovacího ústavu v Budějovicích vydáno bylo k hlavnímu očkování 65.366 dávek očkovací látky úřadům politickým; mimo 3473, jež byly obecním a městským zastupitelstvům, nemocnicím a lékařům v Čechách i mimo Čechy dodány; zasláno tedy celkem 69.839 dávek v 2708 lahvičkách a 215 rourkách. Očkovací látka byla brána z jalovic švýcarských ve stáří od 3/4 do jednoho roku. Bylo jich celkem 28. V jindřichohradeckém ústavu očkovacím bylo upotřebeno 33 zrostlých, vesměs dobře živených telat plemene shorthornského a v stáří 2 ½ a 31 jalovic ve stáří 10 do 27 měsíců, většinou však ve stáří 13 až 15 měsíců. Výtěžek látky surové obnášel 976·4 gramů. Vydáno bylo 5200 dávek stranám soukromým a 152.408 dávek c. k. úřadům, celkem 157.608 dávek. Látka byla rozeslána do Čech (do 55 politických okresů) a na Moravu, konečně i do Slezska. [1051,1442,1479,1787]
news-item: * Jednota ku pořádání národní slavnosti sv. Jana Nep. na Karlově mostu v Praze. V paměti den úmrtí sv. Jana Nepomuckého to jest v pátek dne 20. t. m. čtena bude o 8. hodině ranní tichá mše svatá v metropolitním chrámu Páně sv. Víta u hrobu jmenovaného světce na uctění památky jeho mučenické smrti. [609,1269,1036,1372]
news-text: udělí se částka 600 zl. na cesty ke studiím z oboru praktického lékařství. Ucházeti se mohou lékaři nemajetní, kteří studia svá na české universitě pražské konali a zde promováni byli. Žádosti s uvedením účelu a cíle cesty a s připojeným vysvědčením nemajetnosti podány buďtež do 24. dubna na děkanství české university. [609,716,1036,836]
news-item: * Na pražských mostech obnášel příjem od 7. března do 14. března 5800 zl. 41 kr., a sice: na mostě císaře Františka 1602 zl. 89 kr., na mostě císaře Františka Josefa 1985 zl. 59 kr., na mostě Palackého 2122 zl. 03 kr., na žofínském mostě 84 zl. 90 kr. [609,387,1036,474]
news-item: * Z Národní jednoty severočeské. Vedle řady schůzí, které již oznámeny byly, koná se dnes ještě schůze v Zelenkách, při níž promluví pan Eger „O Raiffeisenových záložnách“. V Kunratických promluví pan Václav Zářecký „O národních povinnostech“. V Zlaté Olešnici jest valná schůze, při níž promluví pan A. Pochop „O Svatopl. Čechovi“. V Pecce a Vlastiboříckých hrál divadlo. Nově jevišté zakoupeno bylo do Zálnží a povolen jeviště rozšířil v Postoloprtech. Několik nových knihoven bylo rozesláno do míst ohrožených. Podpory po 15 a 30 zl. děleny. Odborům, které nezaslaly vyplněné dotazníky, připomínáme opětně, aby tak bned učinily, poněvadž nutno do konce t. m. vše uzavříti. Také připomínáme přispěvky členské za běžný rok buďtež do konce tohoto měsíce zaslány ústřednímu výboru. [609,1372,1036,1614]
news-item: * V parních a vanových lázních na Žofíně obnášel příjem od 7. března do 14. března 474 zl. 05 kr. [609,474,1036,508]
news-item: * Stanovy místního odboru Národní jednoty Pošumavské pro Nové Město v Praze, pak v Michli a okolí, místního odboru dámského v Táboře, družstva pro zřízení tělocvičny „Sokol“ v Praze na Starém městě, spolku vyslouživších vojínů v Libni a okolí (okr. vinohradského), hospodářského spolku v Dušníkách (okr. kladenského), družstva pro zvelebení chovu hovězího a vepřového dobytka okresu jaroměřského se sídlem v Hydlově s stavitelství, sportovního klubu v Hradci Králové, klubu českých asistentů drogerie se sídlem v Praze, tělocvičného spolku „Sokol Tyrš“ na Smíchově, občansko-čtenářské besedy na Novém Městě v Jičíně, zábavného spolku kuřácko-šňupáckého „Bělá“ se sídlem v Bělé, dobrovolných hasičských sborů v Orlici, Radouší (okr. hořovického), ve Žďáru a v Žernově; pak změněné stanovy spolku českých mediků v Praze, dobrovolného měšťanského sboru hasičského v Litoměřicích, dělnického vzdělávacího spolku „Beseda“ pro Žižkov a okolí (okr. smíchovského), zpěváckého spolku „Hlason“ v Nové Pace, spolku ku podporování chudé mládeže staroměstské české školy pro chlapce u sv. Jakuba v Praze a tělocvičného spolku „Sokol Rakovnický“ v Rakovníce byly c. k. místodržitelstvím potvrzeny. [1051,1027,1479,1424]
news-item [165,146,593,267]
news-item: * Městské zastupitelstvo na Král. Vinohradech bude míti zítra v pondělí schůzi o 3. hod. odpol. v zasedací síni radnice. [609,578,1036,629]
news-item: * Z Ústřední Matice školské. Všem činným odborům místním rozeslal výbor Ústřední Matice školské pozvání k výroční valné hromadě, která se koná v neděli dne 22. března o 8. hodině večer v Měšťanské besedě pražské. Hojné účastenství členstva jest žádoucí. Dle stanov může se účastniti valné schůze, kdo vykáže se, že v prošlém roce 1895 členem byl. — Pan Ed. Slárka, dílovedoucí v státní umělecko-průmyslové škole v Praze, odevzdal darem model ženy, skutovaný šátky pana prof. Maucha. Pěkné dílo toto zakoupil pan Med. dr. Horna z Jičína. Slečna Lola Beranová v Praze darovala Matici model chrámu Ulmského, jejž zhotovil z lepenky školník na konservatoři pan Klíma. Model jest vystaven ve výkladní skříni matiční ve Ferdinandově třídě. [609,1027,1036,1268]
